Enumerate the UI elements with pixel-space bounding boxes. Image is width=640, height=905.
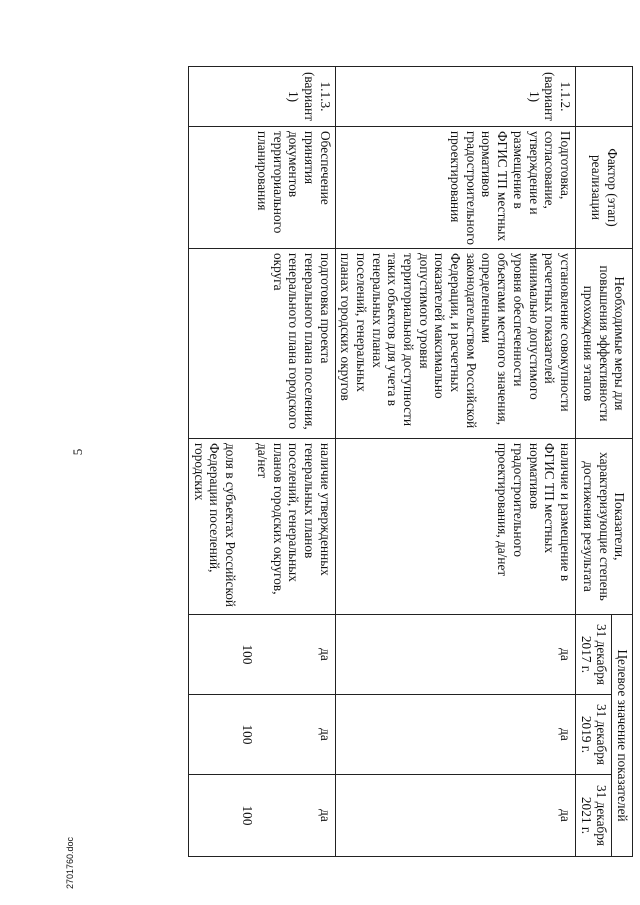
value-cell: 100 [239, 805, 255, 826]
value-cell: 100 [239, 644, 255, 665]
indicator-text: доля в субъектах Российской Федерации поселений, городских [191, 443, 239, 607]
row-value-2019: да [335, 695, 575, 775]
table-row [189, 67, 336, 857]
row-number: 1.1.2. (вариант 1) [335, 67, 575, 127]
row-number: 1.1.3. (вариант 1) [189, 67, 336, 127]
rotated-table-sheet [113, 66, 633, 856]
header-measures: Необходимые меры для повышения эффективности прохождения этапов [575, 249, 632, 439]
row-factor: Обеспечение принятия документов территориального планирования [189, 127, 336, 249]
row-factor: Подготовка, согласование, утверждение и размещение в ФГИС ТП местных нормативов градостроительного проектирования [335, 127, 575, 249]
document-footer: 2701760.doc [65, 836, 75, 889]
results-table [188, 66, 633, 857]
header-date-2021: 31 декабря 2021 г. [575, 775, 611, 857]
header-date-2019: 31 декабря 2019 г. [575, 695, 611, 775]
row-indicators: наличие и размещение в ФГИС ТП местных нормативов градостроительного проектирования, да/нет [335, 439, 575, 615]
row-value-2021: да [335, 775, 575, 857]
value-cell: 100 [239, 724, 255, 745]
row-indicators [189, 439, 336, 615]
header-row [612, 67, 633, 857]
header-indicators: Показатели, характеризующие степень достижения результата [575, 439, 632, 615]
indicator-text: наличие утвержденных генеральных планов поселений, генеральных планов городских округов, да/нет [254, 443, 333, 595]
row-measures: установление совокупности расчетных показателей минимально допустимого уровня обеспеченности объектами местного значения, определенными законодательством Российской Федерации, и расчетных показателей максимально допустимого уровня территориальной доступности таких объектов для учета в генеральных планах поселений, генеральных планах городских округов [335, 249, 575, 439]
row-measures: подготовка проекта генерального плана поселения, генерального плана городского округа [189, 249, 336, 439]
value-cell: да [317, 648, 333, 661]
value-cell: да [317, 728, 333, 741]
header-date-2017: 31 декабря 2017 г. [575, 615, 611, 695]
page-number: 5 [70, 448, 85, 456]
row-value-2017 [189, 615, 336, 695]
row-value-2021 [189, 775, 336, 857]
table-row [335, 67, 575, 857]
header-target: Целевое значение показателей [612, 615, 633, 857]
row-value-2019 [189, 695, 336, 775]
value-cell: да [317, 809, 333, 822]
header-factor: Фактор (этап) реализации [575, 127, 632, 249]
row-value-2017: да [335, 615, 575, 695]
header-num [575, 67, 632, 127]
